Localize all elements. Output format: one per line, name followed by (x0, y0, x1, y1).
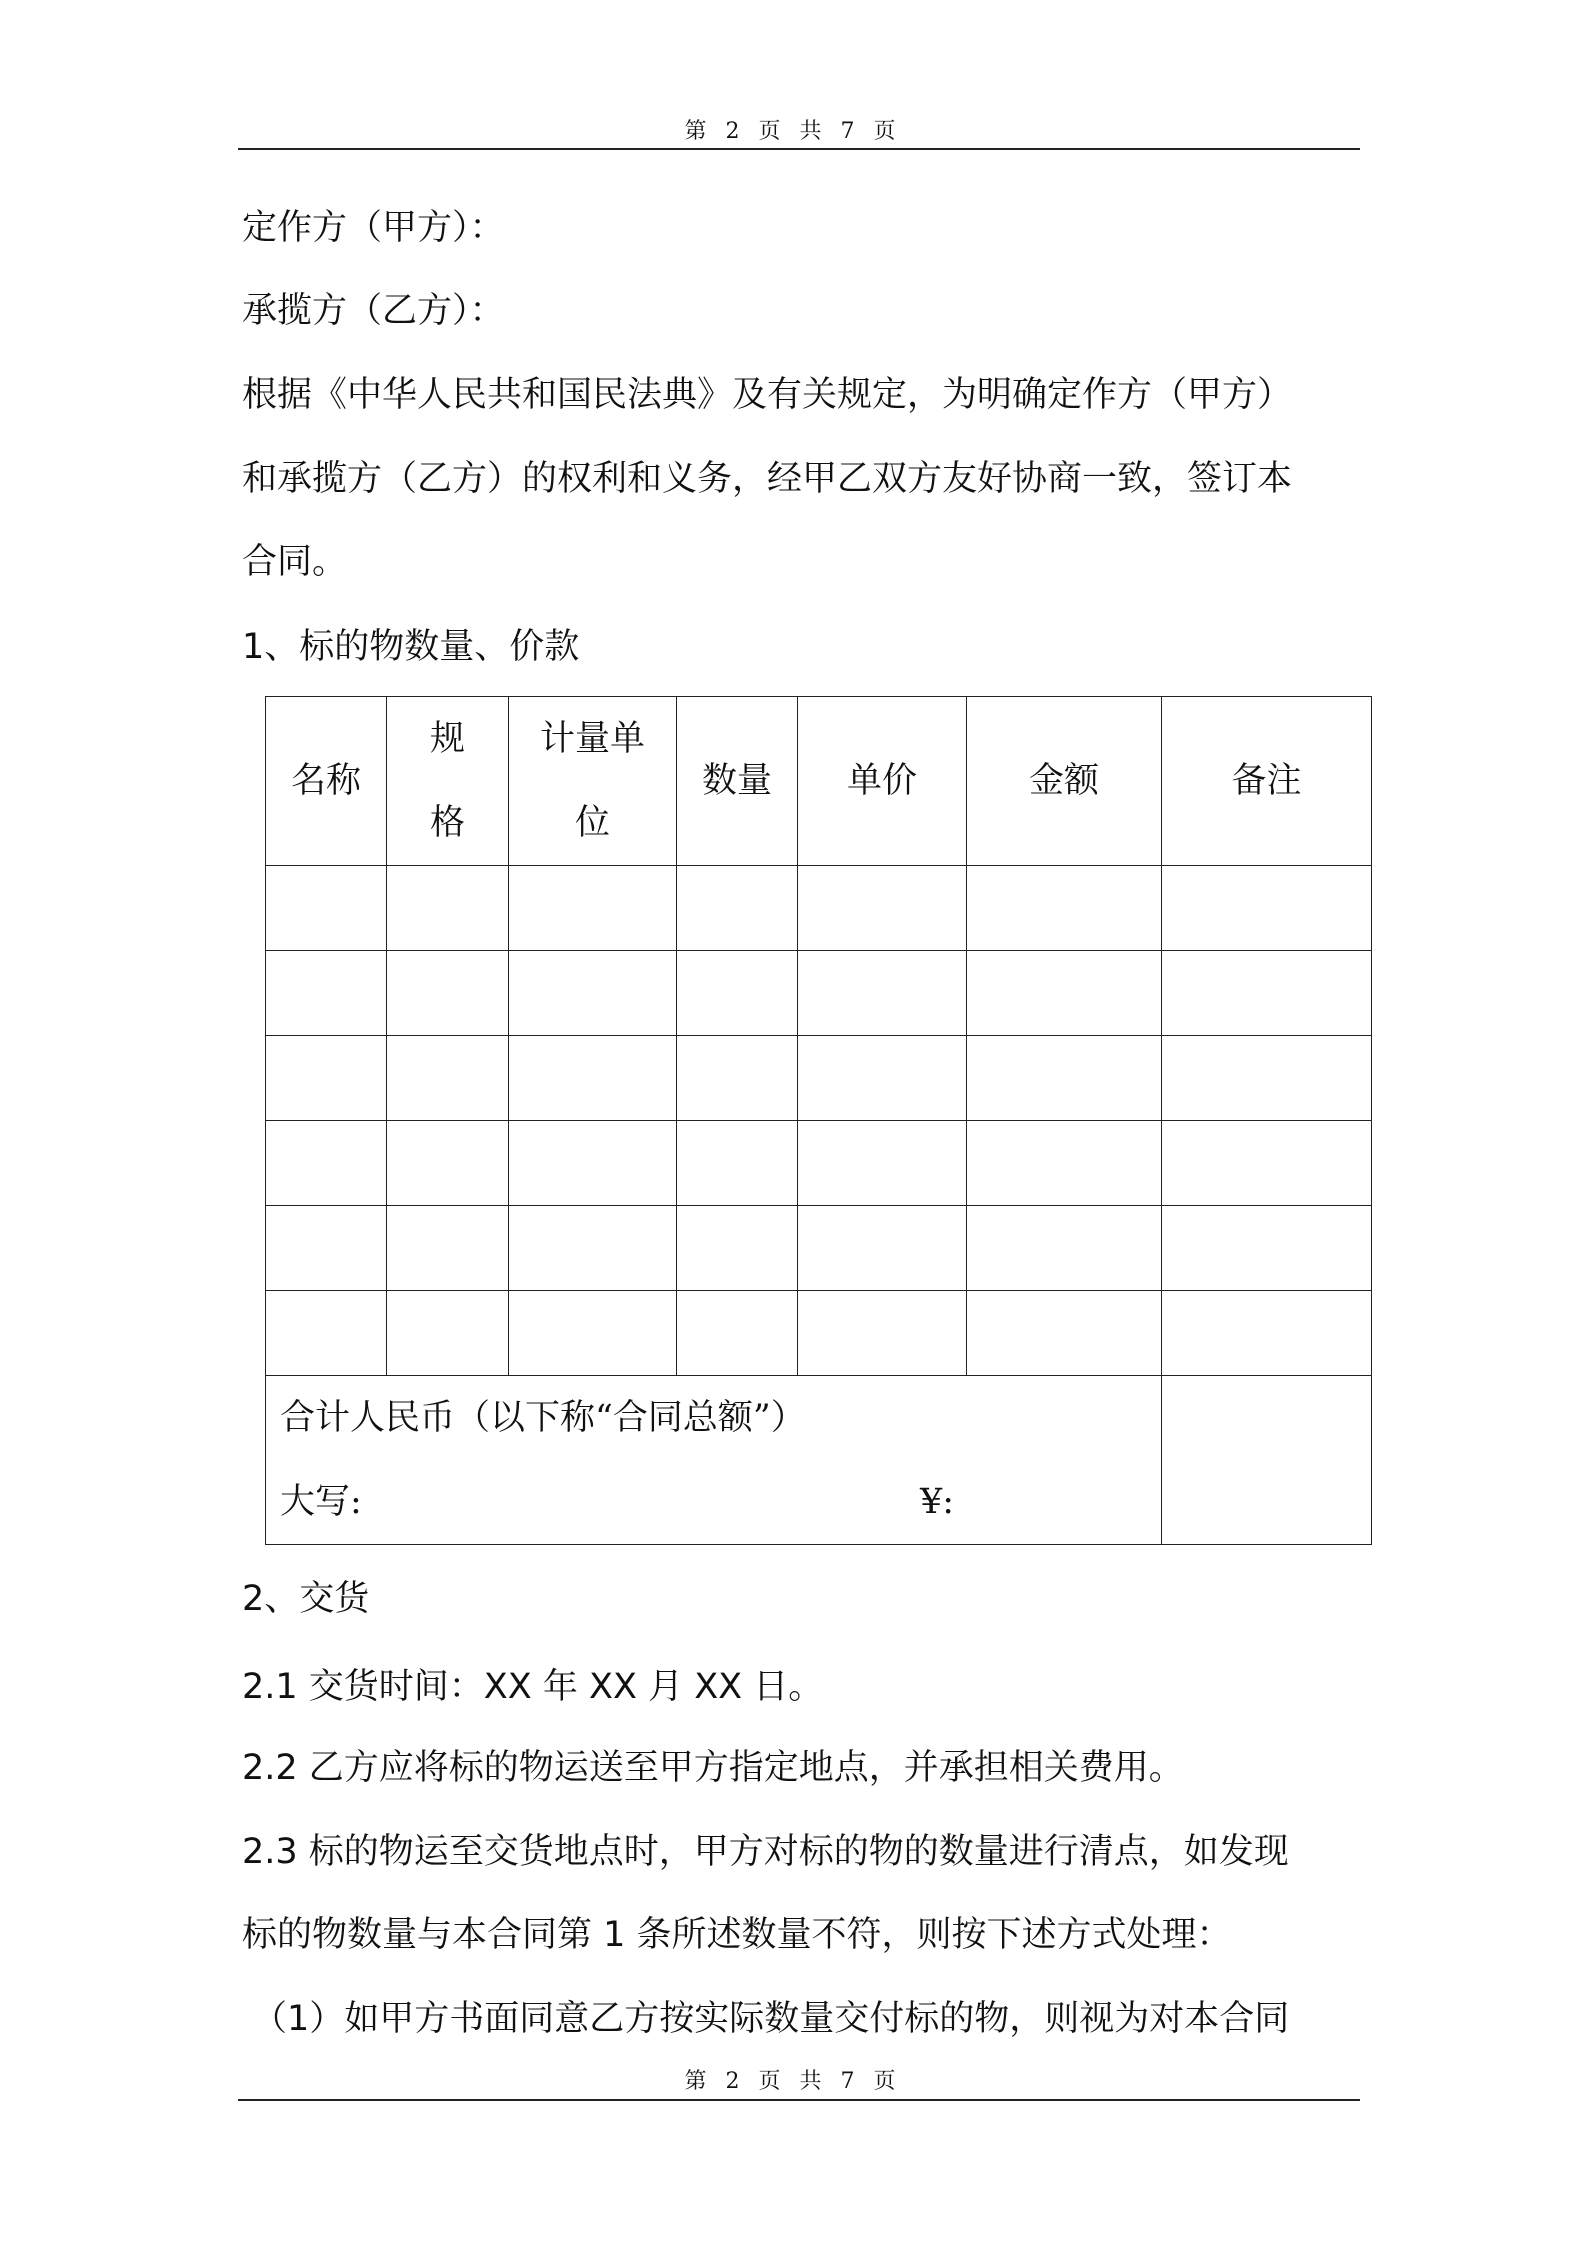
total-row (266, 1376, 1372, 1545)
table-cell (509, 1121, 677, 1206)
table-cell (1162, 1206, 1372, 1291)
clause-2-1: 2.1 交货时间：XX 年 XX 月 XX 日。 (242, 1667, 824, 1707)
table-cell (266, 1036, 387, 1121)
table-cell (509, 1036, 677, 1121)
table-cell (266, 1121, 387, 1206)
table-cell (798, 866, 967, 951)
table-cell (509, 866, 677, 951)
header-rule (238, 148, 1360, 150)
table-cell (798, 1121, 967, 1206)
table-cell (967, 1121, 1162, 1206)
table-cell (387, 1036, 509, 1121)
table-row (266, 951, 1372, 1036)
table-cell (1162, 1291, 1372, 1376)
table-header-row (266, 697, 1372, 866)
page-header: 第 2 页 共 7 页 (684, 119, 902, 144)
table-cell (266, 1206, 387, 1291)
footer-rule (238, 2099, 1360, 2101)
table-cell (1162, 866, 1372, 951)
section-1-heading: 1、标的物数量、价款 (242, 627, 580, 667)
table-cell (677, 1121, 798, 1206)
table-cell (798, 1036, 967, 1121)
clause-2-3-item-1: （1）如甲方书面同意乙方按实际数量交付标的物，则视为对本合同 (252, 1999, 1290, 2039)
header-quantity: 数量 (677, 697, 798, 866)
table-cell (1162, 1121, 1372, 1206)
header-name: 名称 (266, 697, 387, 866)
total-cell (266, 1376, 1162, 1545)
preamble-line-2: 和承揽方（乙方）的权利和义务，经甲乙双方友好协商一致，签订本 (242, 459, 1293, 499)
header-spec: 规 格 (387, 697, 509, 866)
table-cell (509, 1291, 677, 1376)
table-cell (677, 1036, 798, 1121)
goods-price-table (265, 696, 1372, 1545)
table-cell (1162, 951, 1372, 1036)
table-cell (509, 951, 677, 1036)
total-label: 合计人民币（以下称“合同总额”） (280, 1398, 806, 1438)
table-cell (967, 1291, 1162, 1376)
table-row (266, 1121, 1372, 1206)
table-cell (967, 951, 1162, 1036)
table-row (266, 866, 1372, 951)
table-cell (967, 1036, 1162, 1121)
table-cell (677, 866, 798, 951)
table-cell (967, 1206, 1162, 1291)
table-row (266, 1206, 1372, 1291)
table-cell (967, 866, 1162, 951)
clause-2-3-line-1: 2.3 标的物运至交货地点时，甲方对标的物的数量进行清点，如发现 (242, 1832, 1289, 1872)
table-row (266, 1291, 1372, 1376)
table-cell (677, 1291, 798, 1376)
table-cell (387, 1206, 509, 1291)
clause-2-3-line-2: 标的物数量与本合同第 1 条所述数量不符，则按下述方式处理： (242, 1915, 1232, 1955)
table-cell (387, 1121, 509, 1206)
table-cell (798, 1291, 967, 1376)
clause-2-2: 2.2 乙方应将标的物运送至甲方指定地点，并承担相关费用。 (242, 1748, 1184, 1788)
header-unit: 计量单 位 (509, 697, 677, 866)
yen-amount-label: ¥: (920, 1482, 955, 1522)
table-cell (509, 1206, 677, 1291)
header-remarks: 备注 (1162, 697, 1372, 866)
party-a-line: 定作方（甲方）： (242, 208, 505, 248)
page-footer: 第 2 页 共 7 页 (684, 2069, 902, 2094)
table-cell (1162, 1036, 1372, 1121)
total-remarks-cell (1162, 1376, 1372, 1545)
table-cell (677, 951, 798, 1036)
table-cell (798, 951, 967, 1036)
table-cell (387, 951, 509, 1036)
preamble-line-3: 合同。 (242, 542, 348, 582)
section-2-heading: 2、交货 (242, 1579, 370, 1619)
upper-amount-label: 大写: (280, 1482, 362, 1522)
table-row (266, 1036, 1372, 1121)
header-amount: 金额 (967, 697, 1162, 866)
table-cell (677, 1206, 798, 1291)
table-cell (266, 866, 387, 951)
party-b-line: 承揽方（乙方）： (242, 291, 505, 331)
table-cell (266, 951, 387, 1036)
table-cell (387, 1291, 509, 1376)
table-cell (387, 866, 509, 951)
table-cell (266, 1291, 387, 1376)
table-cell (798, 1206, 967, 1291)
preamble-line-1: 根据《中华人民共和国民法典》及有关规定，为明确定作方（甲方） (242, 375, 1293, 415)
header-unit-price: 单价 (798, 697, 967, 866)
